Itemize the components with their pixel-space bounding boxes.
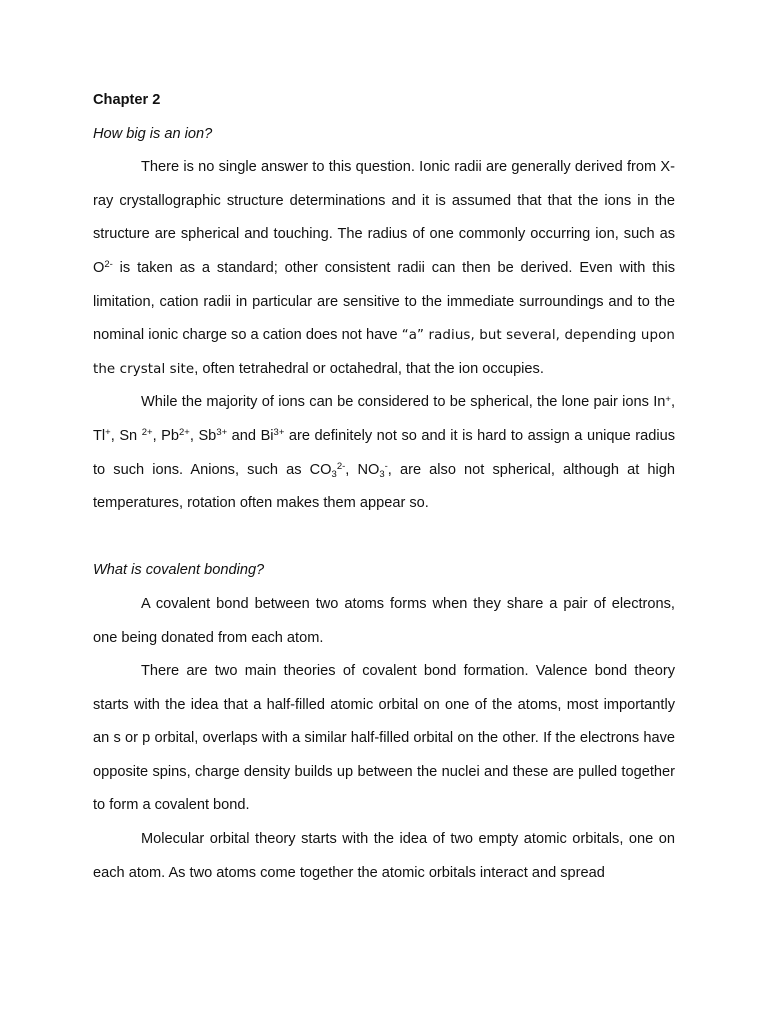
paragraph-molecular-orbital-theory: Molecular orbital theory starts with the idea of two empty atomic orbitals, one on each atom. As two atoms come together the atomic orbitals interact and spread — [93, 831, 675, 881]
superscript: 2+ — [141, 427, 153, 439]
superscript: 3+ — [273, 427, 285, 439]
separator: , — [110, 427, 120, 444]
ion-tl: Tl — [93, 427, 106, 444]
separator: , — [189, 427, 199, 444]
text-run-alt-font: “a” radius, but several, depending upon the crystal site — [93, 328, 675, 377]
superscript: + — [665, 393, 671, 405]
superscript: 3+ — [216, 427, 228, 439]
chapter-title: Chapter 2 — [93, 92, 161, 108]
separator: , — [670, 394, 675, 411]
ion-co3: CO — [309, 461, 332, 478]
ion-sn: Sn — [119, 427, 142, 444]
ion-pb: Pb — [161, 427, 180, 444]
ion-no3: NO — [357, 461, 380, 478]
paragraph-ionic-radii — [93, 151, 675, 386]
text-run: is taken as a standard; other consistent radii can then be derived. Even with this limitation, cation radii in particular are sensitive to the immediate surroundings and to the nominal ionic charge so a cation does not have — [93, 259, 675, 344]
ion-sb: Sb — [198, 427, 217, 444]
ion-in: In — [653, 394, 666, 411]
section-title-ion-size: How big is an ion? — [93, 125, 213, 142]
text-run: are definitely not so and it is hard to assign a unique radius to such ions. Anions, such as — [93, 427, 676, 478]
superscript: 2+ — [179, 427, 190, 439]
document-body — [93, 84, 675, 890]
text-run: , are also not spherical, although at high temperatures, rotation often makes them appear so. — [93, 461, 676, 512]
section-spacer — [93, 521, 675, 555]
separator: , — [152, 427, 162, 444]
superscript: 2- — [336, 460, 346, 472]
paragraph-covalent-bond: A covalent bond between two atoms forms when they share a pair of electrons, one being donated from each atom. — [93, 595, 675, 646]
paragraph-valence-bond-theory: There are two main theories of covalent bond formation. Valence bond theory starts with the idea that a half-filled atomic orbital on one of the atoms, most importantly an s or p orbital, overlaps with a similar half-filled orbital on the other. If the electrons have opposite spins, charge density builds up between the nuclei and these are pulled together to form a covalent bond. — [93, 663, 675, 814]
text-run: , often tetrahedral or octahedral, that the ion occupies. — [194, 360, 544, 377]
ion-bi: Bi — [260, 427, 274, 444]
paragraph-lone-pair-ions — [93, 386, 675, 520]
superscript: 2- — [104, 259, 113, 271]
text-run: There is no single answer to this question. Ionic radii are generally derived from X-ray crystallographic structure determinations and it is assumed that that the ions in the structure are spherical and touching. The radius of one commonly occurring ion, such as O — [93, 159, 675, 276]
subscript: 3 — [331, 468, 337, 480]
subscript: 3 — [379, 468, 385, 480]
section-title-covalent-bonding: What is covalent bonding? — [93, 562, 265, 579]
conjunction: and — [227, 427, 261, 444]
separator: , — [345, 461, 358, 478]
superscript: - — [384, 460, 388, 472]
text-run: While the majority of ions can be considered to be spherical, the lone pair ions — [141, 394, 654, 411]
superscript: + — [105, 427, 111, 439]
